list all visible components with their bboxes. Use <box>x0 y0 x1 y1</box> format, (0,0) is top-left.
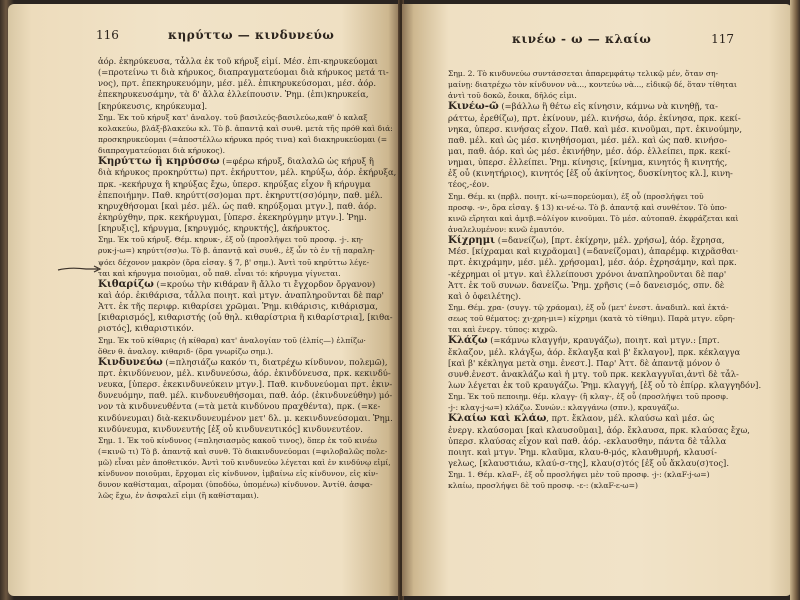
text-line: παθ. μέλ. καὶ ὡς μέσ. κινηθήσομαι, μέσ. μέλ. καὶ ὡς παθ. κινήσο- <box>448 134 727 145</box>
note-line: Σημ. Ἐκ τοῦ κήρυξ κατ' ἀναλογ. τοῦ βασιλεύς-βασιλεύω,καθ' ὁ καλαξ <box>98 112 368 122</box>
note-line: κινῶ εἴρηται καὶ ἀμτβ.=ὀλίγον κινοῦμαι. Τὸ μέσ. αὐτοπαθ. ἐκφράζεται καὶ <box>448 213 739 223</box>
text-line: κινδύνευμαι) διὰ-κεκινδυνευμένον μετ' δλ. μ. κεκινδυνεύσομαι. Ῥημ. <box>98 412 393 423</box>
left-page <box>8 4 400 596</box>
note-line: ἀναλελυμένον: κινῶ ἐμαυτόν. <box>448 224 565 234</box>
text-line: -κέχρημαι οἱ μτγν. καὶ ἐλλείπουσι χρόνοι ἀναπληροῦνται δὲ παρ' <box>448 268 727 279</box>
note-line: κίνδυνον ποιοῦμαι, ἔρχομαι εἰς κίνδυνον, ἱμβαίνω εἰς κίνδυνον, εἰς κίν- <box>98 469 379 479</box>
text-line: ὑπερσ. κλαύσας εἶχον καὶ παθ. ἀόρ. -εκλαυσθην, πάντα δὲ τἆλλα <box>448 435 727 446</box>
note-line: Σημ. Ἐκ τοῦ κήρυξ. Θέμ. κηρυκ-, ἐξ οὗ (προσλήψει τοῦ προσφ. -j-. κη- <box>98 235 364 245</box>
text-line: ράττω, ἐρεθίζω), πρτ. ἐκίνουν, μέλ. κινήσω, ἀόρ. ἐκίνησα, πρκ. κεκί- <box>448 112 741 123</box>
text-line: [καὶ β' κέκληγα μετὰ σημ. ἐνεστ.]. Παρ' Ἀττ. δὲ ἀπαντᾷ μόνον ὁ <box>448 357 721 368</box>
note-line: ψόει δέχονον μακρὸν (ὅρα εἰσαγ. § 7, β' σημ.). Ἀντὶ τοῦ κηρύττω λέγε- <box>98 257 370 267</box>
text-line: νηκα, ὑπερσ. κινήσας εἶχον. Παθ. καὶ μέσ. κινοῦμαι, πρτ. ἐκινούμην, <box>448 123 743 134</box>
text-line: ἔκλαζον, μέλ. κλάγξω, ἀόρ. ἔκλαγξα καὶ β' ἔκλαγον], πρκ. κέκλαγγα <box>448 346 741 357</box>
note-line: διαπραγματεύομαι διὰ κήρυκος). <box>98 146 226 156</box>
text-line: δυνευόμην, παθ. μέλ. κινδυνευθήσομαι, παθ. ἀόρ. (ἐκινδυνεύθην) μό- <box>98 390 393 401</box>
text-line: ποιητ. καὶ μτγν. Ῥημ. κλαῦμα, κλαυ-θ-μός, κλαυθμυρή, κλαυσί- <box>448 446 717 457</box>
entry-line: Κλαίω καὶ κλάω, πρτ. ἔκλαον, μέλ. κλαύσω καὶ μέσ. ὡς <box>448 413 715 425</box>
left-page-number: 116 <box>96 28 119 42</box>
note-line: κολακεύω, βλάξ-βλακεύω κλ. Τὸ β. ἀπαντᾷ καὶ συνθ. μετὰ τῆς πρόθ καὶ διά: <box>98 123 393 133</box>
text-line: ριστός], κιθαριστικόν. <box>98 323 194 334</box>
text-line: ἐπεκηρυκευσάμην, τὰ δ' ἄλλα ἐλλείπουσιν. Ῥημ. (ἐπι)κηρυκεία, <box>98 89 369 100</box>
text-line: κινδύνευμα, κινδυνευτής [ἐξ οὗ κινδυνευτικός] κινδυνευτέον. <box>98 423 363 434</box>
text-line: μαι, παθ. ἀόρ. καὶ ὡς μέσ. ἐκινήθην, μέσ. ἀόρ. ἐλλείπει, πρκ. κεκί- <box>448 145 731 156</box>
text-line: Ἀττ. ἐκ τῆς περιφρ. κιθαρίσει χρῶμαι. Ῥημ. κιθάρισις, κιθάρισμα, <box>98 301 378 312</box>
text-line: πρτ. ἐκιχράμην, μέσ. μέλ. χρήσομαι], μέσ. ἀόρ. ἐχρησάμην, καὶ πρκ. <box>448 257 737 268</box>
note-line: Σημ. 1. Θέμ. κλαF-, ἐξ οὗ προσλήψει μὲν τοῦ προσφ. -j-: (κλαF-j-ω=) <box>448 470 710 480</box>
headword: Κινδυνεύω <box>98 356 163 368</box>
note-line: ἀντὶ τοῦ δοκῶ, ἔοικα, δῆλός εἰμι. <box>448 91 577 101</box>
right-page-number: 117 <box>711 32 734 46</box>
text-line: ἐπεποιήμην. Παθ. κηρύττ(σσ)ομαι πρτ. ἐκηρυττ(σσ)όμην, παθ. μέλ. <box>98 189 383 200</box>
note-line: μαίνῃ: διατρέχω τὸν κίνδυνον νὰ..., κοντεύω νὰ..., εἰδικῷ δέ, ὅταν τίθηται <box>448 80 737 90</box>
note-line: δυνον καθίσταμαι, αἴρομαι (ὑποδύω, ὑπομένω) κίνδυνον. Ἀντίθ. ἀσφα- <box>98 480 373 490</box>
headword: Κηρύττω ἢ κηρύσσω <box>98 156 220 168</box>
left-page-header <box>8 28 400 46</box>
text-line: καὶ ὁ ὀφειλέτης). <box>448 290 521 301</box>
left-page-text <box>98 56 398 502</box>
text-line: [κιθαρισμός], κιθαριστής (οὗ θηλ. κιθαρίστρια ἢ κιθαρίστρια], [κιθα- <box>98 312 393 323</box>
note-line: Σημ. Ἐκ τοῦ πεποιημ. θέμ. κλαγγ- (ἢ κλαγ-, ἐξ οὗ (προσλήψει τοῦ προσφ. <box>448 392 729 402</box>
note-line: Σημ. Θέμ. χρα- (συγγ. τῷ χράομαι), ἐξ οὗ (μετ' ἐνεστ. ἀναδιπλ. καὶ ἐκτά- <box>448 302 729 312</box>
headword: Κίχρημι <box>448 235 496 247</box>
note-line: προσκηρυκεύομαι (=ἀποστέλλω κήρυκα πρός τινα) καὶ διακηρυκεύομαι (= <box>98 134 388 144</box>
note-line: λῶς ἔχω, ἐν ἀσφαλεῖ εἰμι (ἢ καθίσταμαι). <box>98 491 259 501</box>
note-line: ται καὶ κήρυγμα ποιοῦμαι, οὗ παθ. εἶναι τό: κήρυγμα γίγνεται. <box>98 268 341 278</box>
text-line: νημαι, ὑπερσ. ἐλλείπει. Ῥημ. κίνησις, [κίνημα, κινητός ἢ κινητής, <box>448 157 728 168</box>
note-line: ται καὶ ἐνεργ. τύπος: κιχρῶ. <box>448 325 558 335</box>
note-line: μῶ) εἶναι μὲν ἀποθετικόν. Ἀντὶ τοῦ κινδυνεύω λέγεται καὶ ἐν κινδύνῳ εἰμί, <box>98 458 391 468</box>
text-line: ἐκηρύχθην, πρκ. κεκήρυγμαι, [ὑπερσ. ἐκεκηρύγμην μτγν.]. Ῥημ. <box>98 211 367 222</box>
text-line: νον τὰ κινδυνευθέντα (=τὰ μετὰ κινδύνου πραχθέντα), πρκ. (=κε- <box>98 401 381 412</box>
note-line: σεως τοῦ θέματος: χι-χρη-μι=) κίχρημι (κατὰ τὸ τίθημι). Παρὰ μτγν. εὕρη- <box>448 314 735 324</box>
text-line: Μέσ. [κίχραμαι καὶ κιχρᾶομαι] (=δανείζομαι), ἀπαρέμφ. κιχρᾶσθαι· <box>448 246 739 257</box>
text-line: Ἀττ. ἐκ τοῦ συνων. δανείζω. Ῥημ. χρῆσις (=ὁ δανεισμός, σπν. δὲ <box>448 279 725 290</box>
note-line: ρυκ-j-ω=) κηρύττ(σσ)ω. Τὸ β. ἀπαντᾷ καὶ συνθ., ἐξ ὧν τὸ ἐν τῇ παραλη- <box>98 246 375 256</box>
note-line: προσφ. -ν-, ὅρα εἰσαγ. § 13) κι-νέ-ω. Τὸ β. ἀπαντᾷ καὶ συνθέτον. Τὸ ὑπο- <box>448 202 727 212</box>
text-line: νευκα, [ὑπερσ. ἐκεκινδυνεύκειν μτγν.]. Παθ. κινδυνεύομαι πρτ. ἐκιν- <box>98 379 393 390</box>
text-line: πρκ. -κεκήρυχα ἢ κηρύξας ἔχω, ὑπερσ. κηρύξας εἶχον ἢ κήρυγμα <box>98 178 371 189</box>
text-line: ἀόρ. ἐκηρύκευσα, τἆλλα ἐκ τοῦ κήρυξ εἰμί. Μέσ. ἐπι-κηρυκεύομαι <box>98 56 378 66</box>
entry-line: Κλάζω (=κάμνω κλαγγήν, κραυγάζω), ποιητ. καὶ μτγν.: [πρτ. <box>448 335 720 347</box>
right-page-text <box>448 68 778 491</box>
entry-line: Κινδυνεύω (=πλησιάζω κακόν τι, διατρέχω κίνδυνον, πολεμῶ), <box>98 356 388 368</box>
note-line: Σημ. Ἐκ τοῦ κίθαρις (ἡ κίθαρα) κατ' ἀναλογίαν τοῦ (ἐλπίς—) ἐλπίζω· <box>98 335 366 345</box>
text-line: [κηρύκευσις, κηρύκευμα]. <box>98 100 208 111</box>
text-line: γελως, [κλαυστιάω, κλαύ-σ-της], κλαυ(σ)τός [ἐξ οὗ ἄκλαυ(σ)τος]. <box>448 457 729 468</box>
entry-line: Κιθαρίζω (=κρούω τὴν κιθάραν ἢ ἄλλο τι ἔγχορδον ὄργανον) <box>98 278 376 290</box>
right-running-head: κινέω - ω — κλαίω <box>512 32 652 46</box>
right-page <box>402 4 792 596</box>
text-line: (=προτείνω τι διὰ κήρυκος, διαπραγματεύομαι διὰ κήρυκος μετά τι- <box>98 67 389 78</box>
headword: Κλάζω <box>448 335 488 347</box>
handwritten-arrow-mark <box>56 264 104 274</box>
text-line: καὶ ἀόρ. ἐκιθάρισα, τἆλλα ποιητ. καὶ μτγν. ἀναπληροῦνται δὲ παρ' <box>98 289 384 300</box>
text-line: ἐξ οὗ (κινητήριος), κινητός [ἐξ οὗ ἀκίνητος, δυσκίνητος κλ.], κινη- <box>448 168 733 179</box>
note-line: Σημ. 1. Ἐκ τοῦ κίνδυνος (=πλησιασμὸς κακοῦ τινος), ὅπερ ἐκ τοῦ κινέω <box>98 435 377 445</box>
note-line: ὅθεν θ. ἀναλογ. κιθαριδ- (ὅρα γνωρίζω σημ.). <box>98 346 274 356</box>
note-line: Σημ. Θέμ. κι (πρβλ. ποιητ. κί-ω=πορεύομαι), ἐξ οὗ (προσλήψει τοῦ <box>448 191 704 201</box>
text-line: πρτ. ἐκινδύνευον, μέλ. κινδυνεύσω, ἀόρ. ἐκινδύνευσα, πρκ. κεκινδύ- <box>98 367 391 378</box>
text-line: νος), πρτ. ἐπεκηρυκευόμην, μέσ. μέλ. ἐπικηρυκεύσομαι, μέσ. ἀόρ. <box>98 78 377 89</box>
text-line: διὰ κήρυκος προκηρύττω) πρτ. ἐκήρυττον, μέλ. κηρύξω, ἀόρ. ἐκήρυξα, <box>98 167 397 178</box>
entry-line: Κινέω-ῶ (=βάλλω ἢ θέτω εἰς κίνησιν, κάμνω νὰ κινηθῇ, τα- <box>448 101 718 113</box>
headword: Κινέω-ῶ <box>448 101 499 113</box>
page-edges <box>790 0 800 600</box>
entry-line: Κηρύττω ἢ κηρύσσω (=φέρω κήρυξ, διαλαλῶ ὡς κήρυξ ἢ <box>98 156 374 168</box>
headword: Κλαίω καὶ κλάω <box>448 413 547 425</box>
note-line: κλαίω, προσλήψει δὲ τοῦ προσφ. -ε-: (κλαF-ε-ω=) <box>448 481 638 491</box>
text-line: τέος,-έον. <box>448 179 490 190</box>
text-line: ἐνεργ. κλαύσομαι [καὶ κλαυσοῦμαι], ἀόρ. ἔκλαυσα, πρκ. κλαύσας ἔχω, <box>448 424 750 435</box>
text-line: [κηρυξις], κήρυγμα, [κηρυγμός, κηρυκτής], ἀκήρυκτος. <box>98 223 331 234</box>
text-line: συνθ.ἐνεστ. ἀνακλάζω καὶ ἡ μτγ. τοῦ πρκ. κεκλαγγυῖαι,ἀντὶ δὲ τἆλ- <box>448 368 739 379</box>
note-line: -j-: κλαγ-j-ω=) κλάζω. Συνών.: κλαγγάνω (σπν.), κραυγάζω. <box>448 403 680 413</box>
text-line: λων λέγεται ἐκ τοῦ κραυγάζω. Ῥημ. κλαγγή, [ἐξ οὗ τὸ ἐπίρρ. κλαγγηδόν]. <box>448 379 762 390</box>
note-line: (=κινῶ τι) Τὸ β. ἀπαντᾷ καὶ συνθ. Τὸ διακινδυνεύομαι (=φιλοβαλῶς πολε- <box>98 446 388 456</box>
right-page-header <box>402 28 792 46</box>
text-line: κηρυχθήσομαι [καὶ μέσ. μέλ. ὡς παθ. κηρύξομαι μτγν.], παθ. ἀόρ. <box>98 200 377 211</box>
left-running-head: κηρύττω — κινδυνεύω <box>168 28 335 42</box>
headword: Κιθαρίζω <box>98 278 154 290</box>
note-line: Σημ. 2. Τὸ κινδυνεύω συντάσσεται ἀπαρεμφάτῳ τελικῷ μέν, ὅταν ση- <box>448 69 719 78</box>
entry-line: Κίχρημι (=δανείζω), [πρτ. ἐκίχρην, μέλ. χρήσω], ἀόρ. ἔχρησα, <box>448 235 725 247</box>
